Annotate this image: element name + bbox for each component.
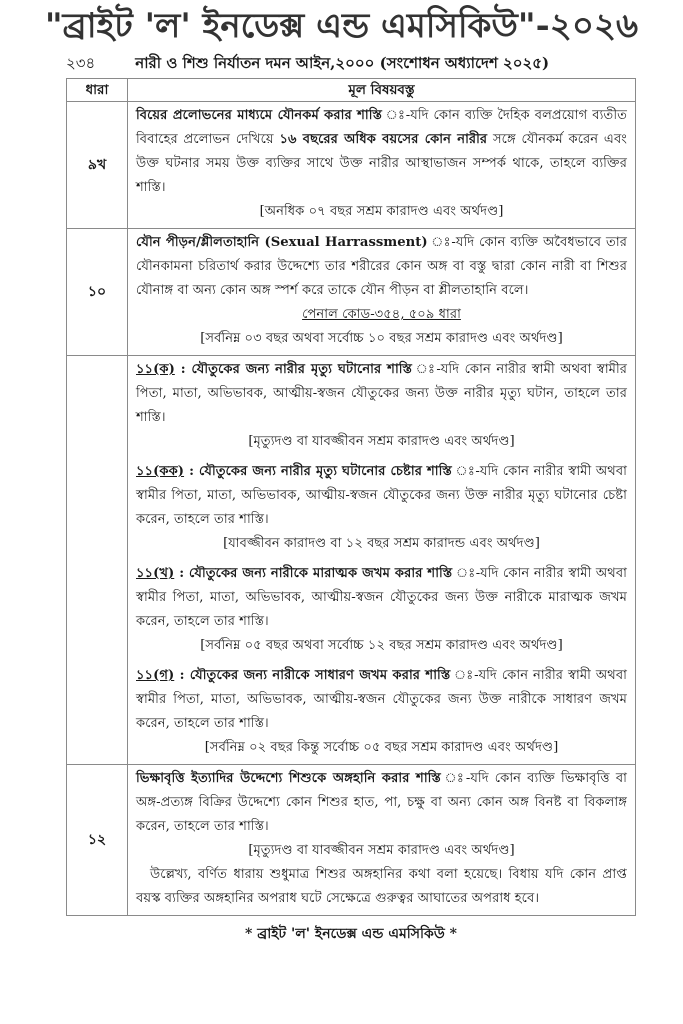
penalty: [সর্বনিম্ন ০৫ বছর অথবা সর্বোচ্চ ১২ বছর সশ্রম কারাদণ্ড এবং অর্থদণ্ড] [200,638,563,653]
subsection-label: ১১(কক) [136,464,185,479]
section-number: ১২ [67,765,128,916]
table-row [67,229,636,356]
running-title: নারী ও শিশু নির্যাতন দমন আইন,২০০০ (সংশোধন অধ্যাদেশ ২০২৫) [135,54,550,72]
penal-code-reference: পেনাল কোড-৩৫৪, ৫০৯ ধারা [302,307,461,322]
section-number [67,356,128,765]
section-text: সঙ্গে যৌনকর্ম করেন এবং উক্ত ঘটনার সময় উক্ত ব্যক্তির সাথে উক্ত নারীর আস্থাভাজন সম্পর্ক থাকে, তাহলে ব্যক্তির শাস্তি। [136,132,627,195]
subsection-label: ১১(গ) [136,668,175,683]
penalty: [যাবজ্জীবন কারাদণ্ড বা ১২ বছর সশ্রম কারাদন্ড এবং অর্থদণ্ড] [223,536,540,551]
section-number: ১০ [67,229,128,356]
law-table [66,78,636,916]
explanatory-note: উল্লেখ্য, বর্ণিত ধারায় শুধুমাত্র শিশুর অঙ্গহানির কথা বলা হয়েছে। বিধায় যদি কোন প্রাপ্ত বয়স্ক ব্যক্তির অঙ্গহানির অপরাধ ঘটে সেক্ষেত্রে গুরুত্বর আঘাতের অপরাধ হবে। [136,867,627,906]
watermark: "ব্রাইট 'ল' ইনডেক্স এন্ড এমসিকিউ"-২০২৬ [44,6,639,46]
page-footer: * ব্রাইট 'ল' ইনডেক্স এন্ড এমসিকিউ * [245,926,457,942]
column-header-content: মূল বিষয়বস্তু [128,79,636,102]
subsection [136,562,627,658]
section-text: ঃ-যদি কোন ব্যক্তি অবৈধভাবে তার যৌনকামনা চরিতার্থ করার উদ্দেশ্যে তার শরীরের কোন অঙ্গ বা বস্তু দ্বারা কোন নারী বা শিশুর যৌনাঙ্গ বা অন্য কোন অঙ্গ স্পর্শ করে তাকে যৌন পীড়ন বা শ্লীলতাহানি বলে। [136,235,628,298]
section-bold-text: ১৬ বছরের অধিক বয়সের কোন নারীর [279,132,488,147]
section-content [128,102,636,229]
penalty: [অনধিক ০৭ বছর সশ্রম কারাদণ্ড এবং অর্থদণ্ড] [259,204,504,219]
page-number: ২৩৪ [66,54,96,72]
subsection-text: ঃ-যদি কোন নারীর স্বামী অথবা স্বামীর পিতা, মাতা, অভিভাবক, আত্মীয়-স্বজন যৌতুকের জন্য উক্ত নারীর মৃত্যু ঘটান, তাহলে তার শাস্তি। [136,362,628,425]
penalty: [সর্বনিম্ন ০৩ বছর অথবা সর্বোচ্চ ১০ বছর সশ্রম কারাদণ্ড এবং অর্থদণ্ড] [200,331,563,346]
table-row [67,765,636,916]
table-header-row [67,79,636,102]
subsection [136,358,627,454]
subsection-heading: : যৌতুকের জন্য নারীকে মারাত্মক জখম করার শাস্তি [174,566,453,581]
section-content [128,356,636,765]
subsection [136,664,627,760]
section-content [128,765,636,916]
subsection-heading: : যৌতুকের জন্য নারীর মৃত্যু ঘটানোর শাস্তি [174,362,413,377]
subsection [136,460,627,556]
penalty: [মৃত্যুদণ্ড বা যাবজ্জীবন সশ্রম কারাদণ্ড এবং অর্থদণ্ড] [248,843,515,858]
subsection-text: ঃ-যদি কোন নারীর স্বামী অথবা স্বামীর পিতা, মাতা, অভিভাবক, আত্মীয়-স্বজন যৌতুকের জন্য উক্ত নারীর মৃত্যু ঘটানোর চেষ্টা করেন, তাহলে তার শাস্তি। [136,464,628,527]
section-heading: যৌন পীড়ন/শ্লীলতাহানি (Sexual Harrassment) [136,235,428,250]
column-header-section: ধারা [67,79,128,102]
section-text: ঃ-যদি কোন ব্যক্তি দৈহিক বলপ্রয়োগ ব্যতীত বিবাহের প্রলোভন দেখিয়ে [136,108,627,147]
subsection-text: ঃ-যদি কোন নারীর স্বামী অথবা স্বামীর পিতা, মাতা, অভিভাবক, আত্মীয়-স্বজন যৌতুকের জন্য উক্ত নারীকে সাধারণ জখম করেন, তাহলে তার শাস্তি। [136,668,628,731]
page-header [66,52,636,74]
penalty: [সর্বনিম্ন ০২ বছর কিন্তু সর্বোচ্চ ০৫ বছর সশ্রম কারাদণ্ড এবং অর্থদণ্ড] [204,740,559,755]
subsection-label: ১১(খ) [136,566,175,581]
table-row [67,356,636,765]
section-content [128,229,636,356]
section-heading: ভিক্ষাবৃত্তি ইত্যাদির উদ্দেশ্যে শিশুকে অঙ্গহানি করার শাস্তি [136,771,441,786]
penalty: [মৃত্যুদণ্ড বা যাবজ্জীবন সশ্রম কারাদণ্ড এবং অর্থদণ্ড] [248,434,515,449]
table-row [67,102,636,229]
subsection-label: ১১(ক) [136,362,175,377]
section-text: ঃ-যদি কোন ব্যক্তি ভিক্ষাবৃত্তি বা অঙ্গ-প্রত্যঙ্গ বিক্রির উদ্দেশ্যে কোন শিশুর হাত, পা, চক্ষু বা অন্য কোন অঙ্গ বিনষ্ট বা বিকলাঙ্গ করেন, তাহলে তার শাস্তি। [136,771,627,834]
subsection-heading: : যৌতুকের জন্য নারীকে সাধারণ জখম করার শাস্তি [174,668,451,683]
subsection-text: ঃ-যদি কোন নারীর স্বামী অথবা স্বামীর পিতা, মাতা, অভিভাবক, আত্মীয়-স্বজন যৌতুকের জন্য উক্ত নারীকে মারাত্মক জখম করেন, তাহলে তার শাস্তি। [136,566,627,629]
subsection-heading: : যৌতুকের জন্য নারীর মৃত্যু ঘটানোর চেষ্টার শাস্তি [184,464,452,479]
section-number: ৯খ [67,102,128,229]
section-heading: বিয়ের প্রলোভনের মাধ্যমে যৌনকর্ম করার শাস্তি [136,108,382,123]
